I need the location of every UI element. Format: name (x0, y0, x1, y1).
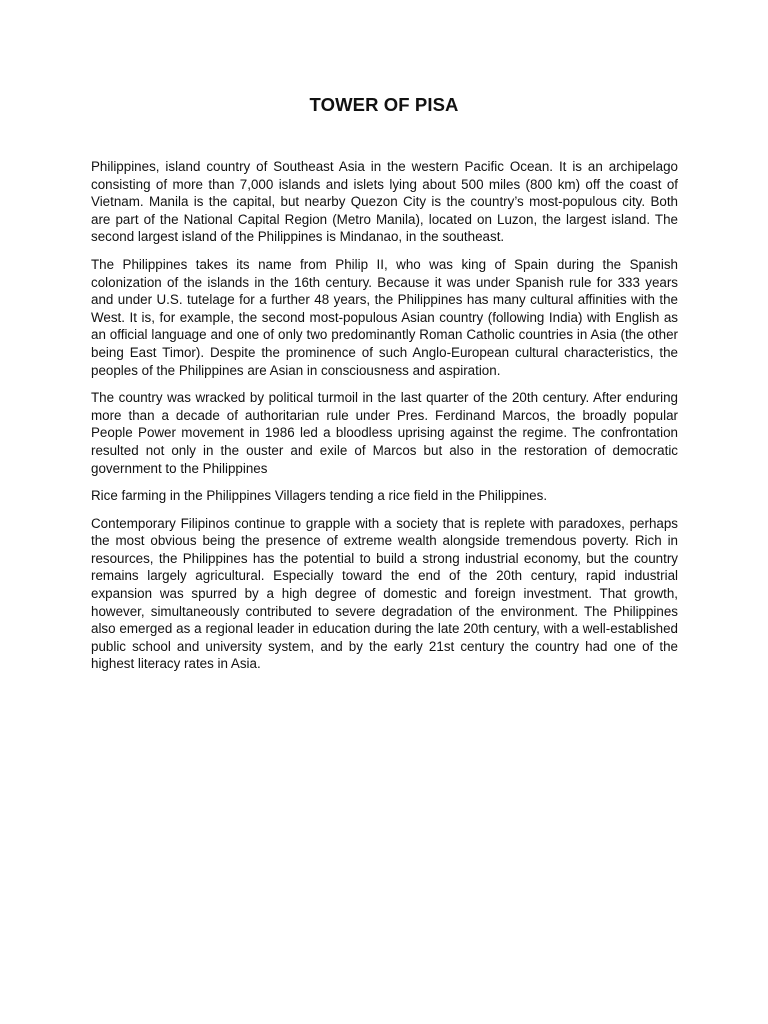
paragraph: Philippines, island country of Southeast Asia in the western Pacific Ocean. It is an archipelago consisting of more than 7,000 islands and islets lying about 500 miles (800 km) off the coast of Vietnam. Manila is the capital, but nearby Quezon City is the country’s most-populous city. Both are part of the National Capital Region (Metro Manila), located on Luzon, the largest island. The second largest island of the Philippines is Mindanao, in the southeast. (91, 159, 678, 245)
document-title: TOWER OF PISA (309, 94, 459, 115)
paragraph: Rice farming in the Philippines Villagers tending a rice field in the Philippines. (91, 488, 548, 504)
paragraph: The Philippines takes its name from Philip II, who was king of Spain during the Spanish colonization of the islands in the 16th century. Because it was under Spanish rule for 333 years and under U.S. tutelage for a further 48 years, the Philippines has many cultural affinities with the West. It is, for example, the second most-populous Asian country (following India) with English as an official language and one of only two predominantly Roman Catholic countries in Asia (the other being East Timor). Despite the prominence of such Anglo-European cultural characteristics, the peoples of the Philippines are Asian in consciousness and aspiration. (91, 256, 678, 378)
paragraph: Contemporary Filipinos continue to grapple with a society that is replete with paradoxes, perhaps the most obvious being the presence of extreme wealth alongside tremendous poverty. Rich in resources, the Philippines has the potential to build a strong industrial economy, but the country remains largely agricultural. Especially toward the end of the 20th century, rapid industrial expansion was spurred by a high degree of domestic and foreign investment. That growth, however, simultaneously contributed to severe degradation of the environment. The Philippines also emerged as a regional leader in education during the late 20th century, with a well-established public school and university system, and by the early 21st century the country had one of the highest literacy rates in Asia. (91, 515, 678, 672)
document-body (91, 158, 678, 683)
paragraph: The country was wracked by political turmoil in the last quarter of the 20th century. After enduring more than a decade of authoritarian rule under Pres. Ferdinand Marcos, the broadly popular People Power movement in 1986 led a bloodless uprising against the regime. The confrontation resulted not only in the ouster and exile of Marcos but also in the restoration of democratic government to the Philippines (91, 390, 678, 476)
